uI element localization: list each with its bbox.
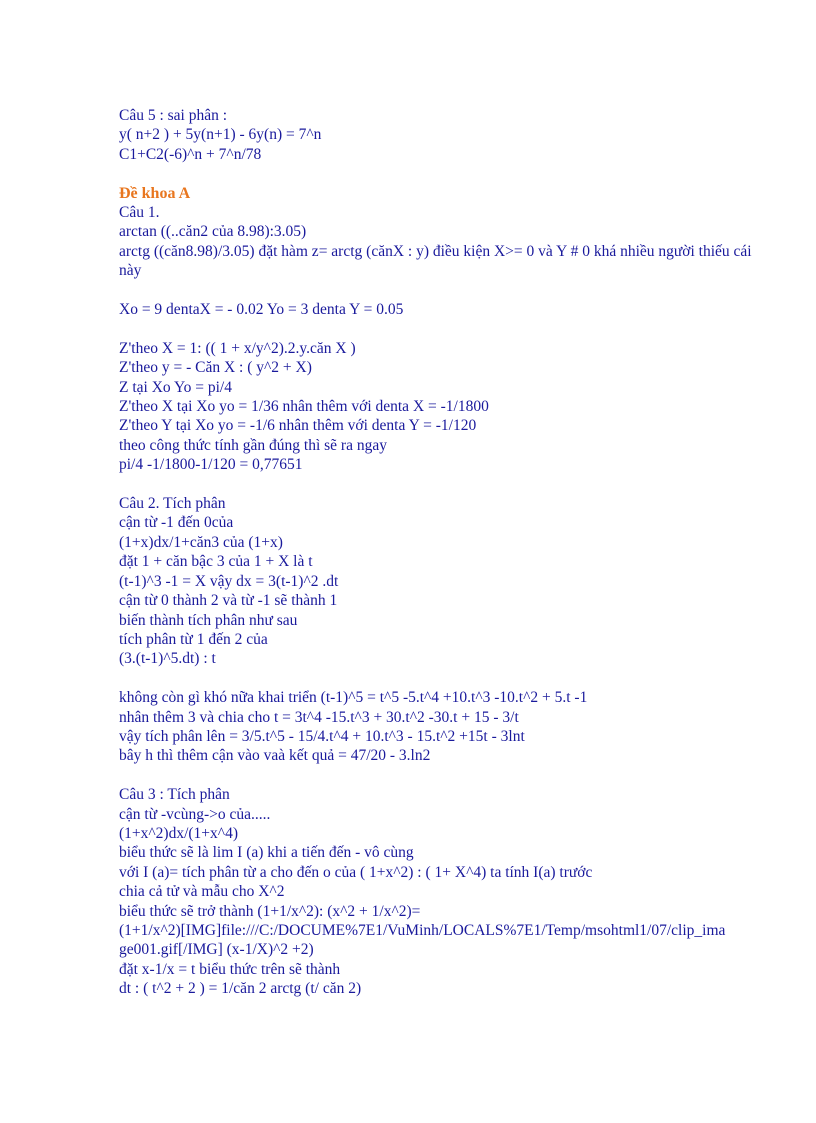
text-line: (1+1/x^2)[IMG]file:///C:/DOCUME%7E1/VuMinh/LOCALS%7E1/Temp/msohtml1/07/clip_ima — [119, 921, 726, 939]
text-line: với I (a)= tích phân từ a cho đến o của ( 1+x^2) : ( 1+ X^4) ta tính I(a) trước — [119, 863, 593, 881]
text-line: (1+x^2)dx/(1+x^4) — [119, 824, 238, 842]
text-line: theo công thức tính gần đúng thì sẽ ra ngay — [119, 436, 387, 454]
text-line: cận từ 0 thành 2 và từ -1 sẽ thành 1 — [119, 592, 338, 610]
spacer — [119, 319, 759, 338]
text-line: Câu 5 : sai phân : — [119, 107, 228, 124]
text-line: Câu 2. Tích phân — [119, 495, 226, 513]
section-cau2 — [119, 494, 759, 669]
text-line: pi/4 -1/1800-1/120 = 0,77651 — [119, 456, 303, 474]
text-line: (3.(t-1)^5.dt) : t — [119, 650, 216, 668]
text-line: biểu thức sẽ là lim I (a) khi a tiến đến - vô cùng — [119, 844, 414, 862]
text-line: Xo = 9 dentaX = - 0.02 Yo = 3 denta Y = 0.05 — [119, 301, 404, 319]
spacer — [119, 766, 759, 785]
text-line: (t-1)^3 -1 = X vậy dx = 3(t-1)^2 .dt — [119, 572, 339, 590]
document-body — [119, 106, 759, 999]
text-line: cận từ -vcùng->o của..... — [119, 805, 271, 823]
spacer — [119, 475, 759, 494]
text-line: Z'theo Y tại Xo yo = -1/6 nhân thêm với denta Y = -1/120 — [119, 417, 477, 435]
spacer — [119, 281, 759, 300]
spacer — [119, 669, 759, 688]
text-line: đặt x-1/x = t biểu thức trên sẽ thành — [119, 960, 341, 978]
text-line: Câu 1. — [119, 204, 160, 222]
section-derivatives — [119, 339, 759, 475]
text-line: biến thành tích phân như sau — [119, 611, 298, 629]
text-line: biểu thức sẽ trở thành (1+1/x^2): (x^2 + 1/x^2)= — [119, 902, 421, 920]
text-line: đặt 1 + căn bậc 3 của 1 + X là t — [119, 553, 313, 571]
section-cau2-continued — [119, 688, 759, 766]
text-line: Câu 3 : Tích phân — [119, 786, 230, 804]
text-line: (1+x)dx/1+căn3 của (1+x) — [119, 533, 283, 551]
text-line: C1+C2(-6)^n + 7^n/78 — [119, 145, 262, 163]
section-heading: Đề khoa A — [119, 184, 191, 202]
text-line: arctg ((căn8.98)/3.05) đặt hàm z= arctg (cănX : y) điều kiện X>= 0 và Y # 0 khá nhiều người thiếu cái này — [119, 242, 752, 280]
text-line: Z'theo X tại Xo yo = 1/36 nhân thêm với denta X = -1/1800 — [119, 398, 489, 416]
text-line: Z tại Xo Yo = pi/4 — [119, 378, 232, 396]
text-line: bây h thì thêm cận vào vaà kết quả = 47/20 - 3.ln2 — [119, 747, 431, 765]
text-line: cận từ -1 đến 0của — [119, 514, 234, 532]
section-cau3 — [119, 785, 759, 998]
text-line: dt : ( t^2 + 2 ) = 1/căn 2 arctg (t/ căn 2) — [119, 980, 362, 998]
text-line: y( n+2 ) + 5y(n+1) - 6y(n) = 7^n — [119, 126, 322, 144]
text-line: nhân thêm 3 và chia cho t = 3t^4 -15.t^3 + 30.t^2 -30.t + 15 - 3/t — [119, 708, 519, 726]
text-line: Z'theo y = - Căn X : ( y^2 + X) — [119, 359, 312, 377]
section-cau5 — [119, 106, 759, 164]
text-line: vậy tích phân lên = 3/5.t^5 - 15/4.t^4 + 10.t^3 - 15.t^2 +15t - 3lnt — [119, 727, 525, 745]
text-line: Z'theo X = 1: (( 1 + x/y^2).2.y.căn X ) — [119, 339, 356, 357]
text-line: tích phân từ 1 đến 2 của — [119, 630, 268, 648]
spacer — [119, 164, 759, 183]
section-values — [119, 300, 759, 319]
section-de-khoa-a — [119, 184, 759, 281]
text-line: chia cả tử và mẫu cho X^2 — [119, 883, 285, 901]
text-line: ge001.gif[/IMG] (x-1/X)^2 +2) — [119, 941, 314, 959]
text-line: không còn gì khó nữa khai triển (t-1)^5 = t^5 -5.t^4 +10.t^3 -10.t^2 + 5.t -1 — [119, 689, 588, 707]
text-line: arctan ((..căn2 của 8.98):3.05) — [119, 223, 307, 241]
